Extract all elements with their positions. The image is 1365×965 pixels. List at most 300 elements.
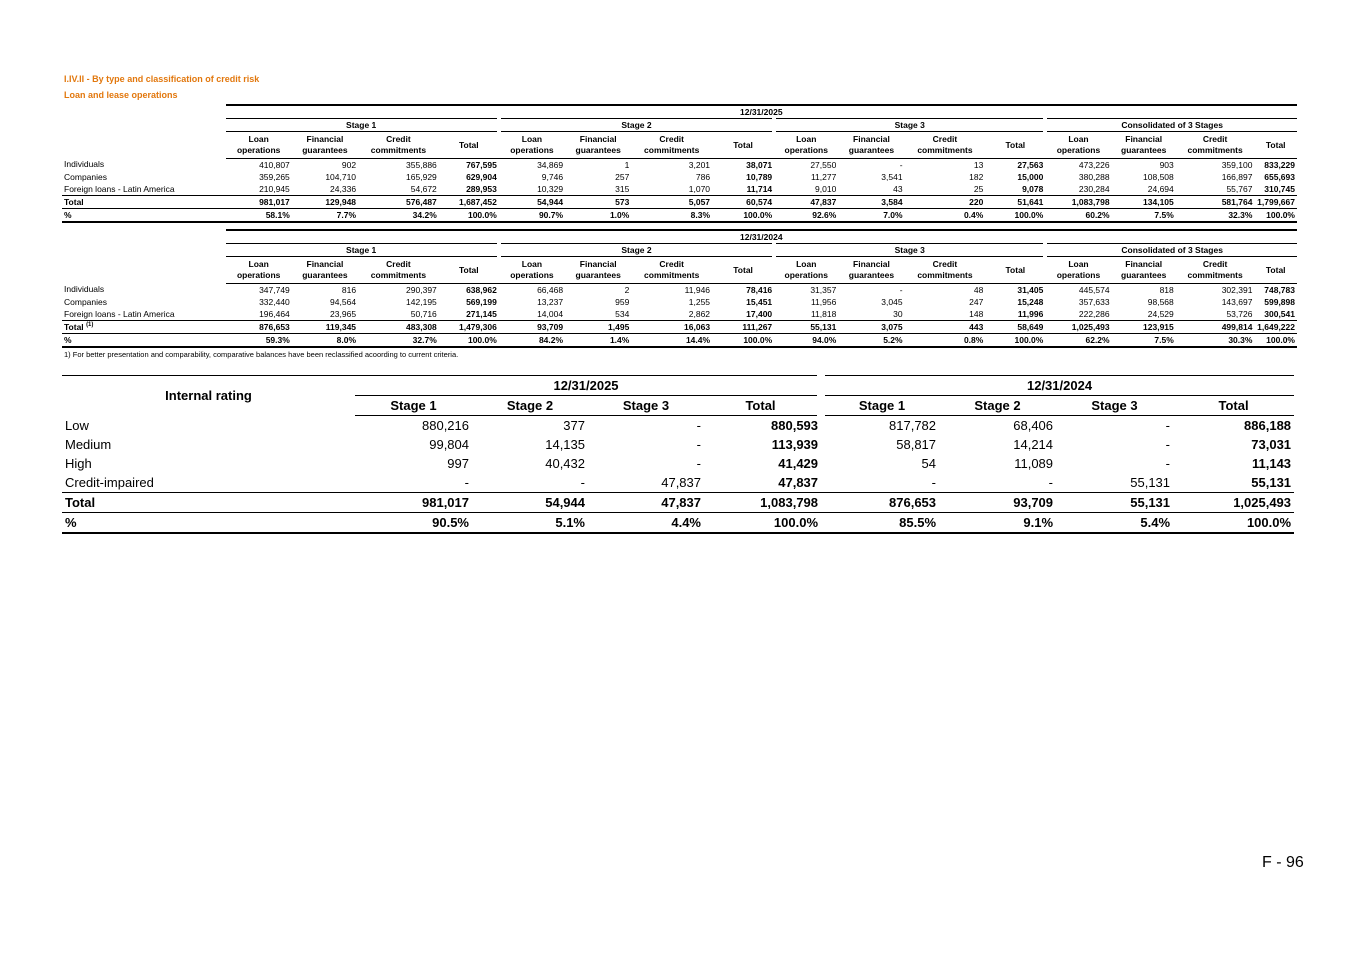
cell-value: 104,710: [325, 171, 357, 182]
row-label: Foreign loans - Latin America: [64, 183, 175, 194]
row-label: Companies: [64, 171, 107, 182]
cell-value: 84.2%: [499, 334, 565, 348]
row-label: [62, 209, 226, 223]
cell-value: 11,089: [1014, 456, 1054, 471]
cell-value: 100.0%: [1254, 209, 1297, 223]
cell-value: 100.0%: [1173, 513, 1294, 534]
cell-value: 14,214: [1013, 437, 1054, 452]
cell-value: 1: [624, 159, 630, 170]
row-label-text: %: [64, 334, 72, 345]
row-label: Credit-impaired: [65, 475, 154, 490]
row-label: Companies: [64, 296, 107, 307]
internal-rating-table: [62, 375, 1294, 534]
cell-value: -: [696, 418, 701, 433]
column-header-fin: Financial guarantees: [1112, 257, 1176, 284]
cell-value: 93,709: [939, 493, 1056, 513]
cell-value: 1.0%: [565, 209, 631, 223]
stage-3-header: Stage 3: [774, 119, 1045, 132]
cell-value: 123,915: [1112, 321, 1176, 334]
cell-value: 51,641: [985, 196, 1045, 209]
cell-value: 355,886: [406, 159, 437, 170]
row-label: Individuals: [64, 159, 105, 170]
empty-cell: [62, 230, 226, 244]
cell-value: 247: [969, 296, 984, 307]
cell-value: 47,837: [588, 493, 704, 513]
column-header-loan: Loan operations: [774, 257, 838, 284]
cell-value: 196,464: [259, 308, 290, 319]
cell-value: 13,237: [537, 296, 564, 307]
cell-value: 4.4%: [588, 513, 704, 534]
rating-subheader: Stage 3: [588, 396, 704, 416]
rating-subheader: Stage 3: [1056, 396, 1173, 416]
cell-value: 981,017: [355, 493, 472, 513]
cell-value: 10,789: [746, 171, 773, 182]
cell-value: 315: [615, 183, 630, 194]
cell-value: 14,135: [545, 437, 585, 452]
rating-date-2025: 12/31/2025: [355, 376, 821, 396]
cell-value: 11,956: [810, 296, 837, 307]
cell-value: 7.5%: [1112, 209, 1176, 223]
internal-rating-header: Internal rating: [62, 376, 355, 416]
cell-value: 90.5%: [355, 513, 472, 534]
percent-row: [62, 209, 1297, 223]
row-label: High: [65, 456, 92, 471]
cell-value: 0.4%: [905, 209, 986, 223]
table-row: [62, 416, 1294, 436]
cell-value: 3,045: [881, 296, 903, 307]
cell-value: 1,083,798: [1045, 196, 1111, 209]
cell-value: 98,568: [1147, 296, 1174, 307]
cell-value: 902: [341, 159, 357, 170]
cell-value: 119,345: [292, 321, 358, 334]
row-label-text: %: [64, 209, 72, 220]
rating-subheader: Stage 1: [821, 396, 939, 416]
cell-value: 10,329: [537, 183, 564, 194]
cell-value: 257: [615, 171, 630, 182]
rating-date-2024: 12/31/2024: [821, 376, 1294, 396]
stage-3-header: Stage 3: [774, 244, 1045, 257]
cell-value: 997: [447, 456, 469, 471]
cell-value: 40,432: [545, 456, 585, 471]
cell-value: 55,131: [774, 321, 838, 334]
cell-value: -: [696, 456, 701, 471]
cell-value: 310,745: [1264, 183, 1295, 194]
cell-value: 38,071: [746, 159, 773, 170]
cell-value: 880,593: [771, 418, 819, 433]
empty-cell: [62, 119, 226, 132]
cell-value: 289,953: [466, 183, 497, 194]
cell-value: -: [580, 475, 585, 490]
row-label-text: Total: [64, 321, 84, 332]
cell-value: 47,837: [778, 475, 819, 490]
cell-value: 11,946: [684, 284, 711, 295]
table-date: 12/31/2025: [226, 105, 1297, 119]
column-header-loan: Loan operations: [1045, 132, 1111, 159]
cell-value: 1,070: [688, 183, 711, 194]
cell-value: 876,653: [821, 493, 939, 513]
cell-value: 271,145: [466, 308, 497, 319]
cell-value: 499,814: [1176, 321, 1255, 334]
cell-value: 54,944: [499, 196, 565, 209]
cell-value: 73,031: [1251, 437, 1292, 452]
cell-value: 58.1%: [226, 209, 292, 223]
cell-value: 34,869: [537, 159, 564, 170]
column-header-credit: Credit commitments: [631, 257, 712, 284]
row-label: Low: [65, 417, 89, 433]
cell-value: 655,693: [1264, 171, 1295, 182]
cell-value: 23,965: [330, 308, 357, 319]
cell-value: 767,595: [466, 159, 497, 170]
rating-subheader: Total: [1173, 396, 1294, 416]
column-header-credit: Credit commitments: [1176, 132, 1255, 159]
cell-value: 17,400: [746, 308, 773, 319]
cell-value: 638,962: [466, 284, 497, 295]
cell-value: 5.4%: [1056, 513, 1173, 534]
cell-value: 576,487: [358, 196, 439, 209]
column-header-fin: Financial guarantees: [565, 132, 631, 159]
consolidated-header: Consolidated of 3 Stages: [1045, 244, 1297, 257]
column-header-loan: Loan operations: [226, 132, 292, 159]
column-header-loan: Loan operations: [499, 132, 565, 159]
percent-row: [62, 334, 1297, 348]
cell-value: 599,898: [1264, 296, 1295, 307]
cell-value: 0.8%: [905, 334, 986, 348]
cell-value: -: [931, 475, 937, 490]
cell-value: 16,063: [631, 321, 712, 334]
cell-value: 62.2%: [1045, 334, 1111, 348]
cell-value: 129,948: [292, 196, 358, 209]
cell-value: 27,550: [810, 159, 837, 170]
cell-value: 100.0%: [704, 513, 821, 534]
row-label: Total: [62, 493, 355, 513]
cell-value: 148: [969, 308, 984, 319]
column-header-total: Total: [712, 132, 774, 159]
cell-value: 833,229: [1264, 159, 1295, 170]
cell-value: 113,939: [771, 437, 819, 452]
column-header-total: Total: [985, 257, 1045, 284]
cell-value: 100.0%: [439, 334, 499, 348]
rating-subheader: Stage 1: [355, 396, 472, 416]
row-label: [62, 334, 226, 348]
cell-value: 5,057: [631, 196, 712, 209]
consolidated-header: Consolidated of 3 Stages: [1045, 119, 1297, 132]
cell-value: 880,216: [422, 418, 469, 433]
cell-value: 11,996: [1017, 308, 1044, 319]
cell-value: 11,277: [810, 171, 837, 182]
cell-value: 182: [969, 171, 984, 182]
cell-value: 534: [615, 308, 630, 319]
row-label: %: [62, 513, 355, 534]
cell-value: 7.7%: [292, 209, 358, 223]
stage-2-header: Stage 2: [499, 119, 774, 132]
cell-value: 300,541: [1264, 308, 1295, 319]
cell-value: -: [1165, 456, 1171, 471]
cell-value: -: [1165, 437, 1171, 452]
cell-value: 9,746: [541, 171, 564, 182]
cell-value: 816: [341, 284, 357, 295]
cell-value: 100.0%: [712, 209, 774, 223]
table-row: [62, 308, 1297, 321]
cell-value: -: [464, 475, 469, 490]
table-row: [62, 473, 1294, 493]
cell-value: 1,799,667: [1254, 196, 1297, 209]
column-header-fin: Financial guarantees: [292, 257, 358, 284]
cell-value: 32.7%: [358, 334, 439, 348]
cell-value: 50,716: [410, 308, 437, 319]
cell-value: 8.3%: [631, 209, 712, 223]
column-header-total: Total: [439, 257, 499, 284]
cell-value: 60.2%: [1045, 209, 1111, 223]
cell-value: -: [1165, 418, 1171, 433]
cell-value: 8.0%: [292, 334, 358, 348]
cell-value: 359,265: [259, 171, 290, 182]
column-header-loan: Loan operations: [1045, 257, 1111, 284]
cell-value: 629,904: [466, 171, 497, 182]
cell-value: 786: [695, 171, 711, 182]
column-header-total: Total: [712, 257, 774, 284]
cell-value: 473,226: [1078, 159, 1110, 170]
column-header-fin: Financial guarantees: [838, 132, 904, 159]
cell-value: 1,025,493: [1173, 493, 1294, 513]
row-label: [62, 196, 226, 209]
cell-value: 1,083,798: [704, 493, 821, 513]
cell-value: 54,672: [410, 183, 437, 194]
cell-value: 1,495: [565, 321, 631, 334]
stage-2-header: Stage 2: [499, 244, 774, 257]
loans-table-2025: [62, 104, 1297, 223]
cell-value: 11,818: [810, 308, 837, 319]
cell-value: 581,764: [1176, 196, 1255, 209]
cell-value: 15,000: [1017, 171, 1044, 182]
cell-value: 380,288: [1078, 171, 1110, 182]
row-label: Medium: [65, 437, 112, 452]
cell-value: 100.0%: [712, 334, 774, 348]
column-header-credit: Credit commitments: [631, 132, 712, 159]
cell-value: 11,714: [746, 183, 773, 194]
table-row: [62, 159, 1297, 172]
table-row: [62, 296, 1297, 308]
cell-value: 100.0%: [985, 334, 1045, 348]
cell-value: -: [899, 284, 903, 295]
cell-value: 445,574: [1078, 284, 1110, 295]
cell-value: 7.0%: [838, 209, 904, 223]
rating-subheader: Stage 2: [939, 396, 1056, 416]
cell-value: 886,188: [1244, 418, 1292, 433]
column-header-fin: Financial guarantees: [565, 257, 631, 284]
cell-value: 94.0%: [774, 334, 838, 348]
percent-row: [62, 513, 1294, 534]
cell-value: -: [899, 159, 903, 170]
cell-value: 9.1%: [939, 513, 1056, 534]
footnote-marker: (1): [86, 321, 94, 328]
cell-value: 43: [893, 183, 903, 194]
cell-value: 959: [615, 296, 630, 307]
table-row: [62, 435, 1294, 454]
subsection-heading: Loan and lease operations: [64, 90, 178, 100]
cell-value: 483,308: [358, 321, 439, 334]
column-header-loan: Loan operations: [226, 257, 292, 284]
cell-value: 24,694: [1147, 183, 1174, 194]
cell-value: 357,633: [1078, 296, 1110, 307]
cell-value: 94,564: [330, 296, 357, 307]
cell-value: 166,897: [1221, 171, 1253, 182]
cell-value: 14,004: [537, 308, 564, 319]
cell-value: 93,709: [499, 321, 565, 334]
stage-1-header: Stage 1: [226, 244, 499, 257]
column-header-fin: Financial guarantees: [838, 257, 904, 284]
cell-value: 68,406: [1013, 418, 1054, 433]
cell-value: 302,391: [1221, 284, 1253, 295]
empty-cell: [62, 257, 226, 284]
cell-value: 111,267: [712, 321, 774, 334]
cell-value: 818: [1159, 284, 1174, 295]
cell-value: 32.3%: [1176, 209, 1255, 223]
rating-subheader: Total: [704, 396, 821, 416]
column-header-fin: Financial guarantees: [1112, 132, 1176, 159]
cell-value: 134,105: [1112, 196, 1176, 209]
cell-value: 1,255: [688, 296, 711, 307]
cell-value: 142,195: [406, 296, 437, 307]
table-row: [62, 284, 1297, 297]
cell-value: 3,584: [838, 196, 904, 209]
page-number: F - 96: [1262, 854, 1304, 871]
column-header-fin: Financial guarantees: [292, 132, 358, 159]
cell-value: 210,945: [259, 183, 290, 194]
cell-value: 30: [893, 308, 903, 319]
cell-value: 347,749: [259, 284, 290, 295]
cell-value: 55,131: [1056, 493, 1173, 513]
cell-value: 55,131: [1251, 475, 1292, 490]
cell-value: 9,010: [815, 183, 837, 194]
cell-value: 47,837: [661, 475, 701, 490]
cell-value: 58,817: [896, 437, 937, 452]
cell-value: 78,416: [746, 284, 773, 295]
cell-value: 59.3%: [226, 334, 292, 348]
cell-value: 48: [973, 284, 984, 295]
cell-value: 30.3%: [1176, 334, 1255, 348]
cell-value: 143,697: [1221, 296, 1253, 307]
footnote: 1) For better presentation and comparability, comparative balances have been reclassified acoording to current criteria.: [64, 350, 459, 359]
cell-value: 3,201: [688, 159, 711, 170]
cell-value: 377: [563, 418, 585, 433]
cell-value: 14.4%: [631, 334, 712, 348]
cell-value: 27,563: [1017, 159, 1044, 170]
table-row: [62, 171, 1297, 183]
cell-value: 34.2%: [358, 209, 439, 223]
cell-value: 165,929: [406, 171, 437, 182]
column-header-loan: Loan operations: [774, 132, 838, 159]
row-label: Individuals: [64, 284, 105, 295]
cell-value: 24,529: [1147, 308, 1174, 319]
cell-value: 15,248: [1017, 296, 1044, 307]
cell-value: 573: [565, 196, 631, 209]
column-header-credit: Credit commitments: [905, 132, 986, 159]
cell-value: 53,726: [1226, 308, 1253, 319]
column-header-total: Total: [1254, 132, 1297, 159]
cell-value: 748,783: [1264, 284, 1295, 295]
cell-value: 3,075: [838, 321, 904, 334]
column-header-total: Total: [985, 132, 1045, 159]
cell-value: 2: [624, 284, 630, 295]
total-row: [62, 493, 1294, 513]
row-label: Foreign loans - Latin America: [64, 308, 175, 319]
cell-value: 332,440: [259, 296, 290, 307]
cell-value: 9,078: [1022, 183, 1044, 194]
empty-cell: [62, 244, 226, 257]
cell-value: 222,286: [1078, 308, 1110, 319]
column-header-loan: Loan operations: [499, 257, 565, 284]
cell-value: 359,100: [1221, 159, 1253, 170]
cell-value: 7.5%: [1112, 334, 1176, 348]
cell-value: 85.5%: [821, 513, 939, 534]
cell-value: 55,767: [1226, 183, 1253, 194]
empty-cell: [62, 132, 226, 159]
cell-value: 5.2%: [838, 334, 904, 348]
cell-value: 876,653: [226, 321, 292, 334]
cell-value: 220: [905, 196, 986, 209]
cell-value: 41,429: [778, 456, 819, 471]
column-header-credit: Credit commitments: [1176, 257, 1255, 284]
cell-value: 903: [1159, 159, 1174, 170]
section-heading: I.IV.II - By type and classification of credit risk: [64, 74, 260, 84]
cell-value: 100.0%: [439, 209, 499, 223]
cell-value: 11,143: [1251, 456, 1292, 471]
cell-value: 108,508: [1143, 171, 1174, 182]
total-row: [62, 196, 1297, 209]
cell-value: 230,284: [1078, 183, 1110, 194]
cell-value: 54: [921, 456, 937, 471]
cell-value: 100.0%: [1254, 334, 1297, 348]
cell-value: 58,649: [985, 321, 1045, 334]
cell-value: 15,451: [746, 296, 773, 307]
empty-cell: [62, 105, 226, 119]
cell-value: 1,025,493: [1045, 321, 1111, 334]
table-row: [62, 454, 1294, 473]
column-header-total: Total: [1254, 257, 1297, 284]
table-date: 12/31/2024: [226, 230, 1297, 244]
row-label-text: Total: [64, 196, 84, 207]
loans-table-2024: [62, 229, 1297, 348]
rating-subheader: Stage 2: [472, 396, 588, 416]
cell-value: 55,131: [1130, 475, 1171, 490]
cell-value: 1.4%: [565, 334, 631, 348]
cell-value: 569,199: [466, 296, 497, 307]
cell-value: 90.7%: [499, 209, 565, 223]
row-label: [62, 321, 226, 334]
cell-value: 60,574: [712, 196, 774, 209]
cell-value: 443: [905, 321, 986, 334]
cell-value: 817,782: [889, 418, 937, 433]
cell-value: 1,687,452: [439, 196, 499, 209]
cell-value: -: [1048, 475, 1054, 490]
cell-value: 24,336: [330, 183, 357, 194]
cell-value: 31,357: [810, 284, 837, 295]
cell-value: 66,468: [537, 284, 564, 295]
cell-value: 99,804: [429, 437, 469, 452]
cell-value: -: [696, 437, 701, 452]
cell-value: 981,017: [226, 196, 292, 209]
cell-value: 3,541: [881, 171, 903, 182]
column-header-credit: Credit commitments: [905, 257, 986, 284]
cell-value: 1,479,306: [439, 321, 499, 334]
cell-value: 100.0%: [985, 209, 1045, 223]
cell-value: 92.6%: [774, 209, 838, 223]
cell-value: 5.1%: [472, 513, 588, 534]
total-row: [62, 321, 1297, 334]
cell-value: 54,944: [472, 493, 588, 513]
table-row: [62, 183, 1297, 196]
cell-value: 410,807: [259, 159, 290, 170]
